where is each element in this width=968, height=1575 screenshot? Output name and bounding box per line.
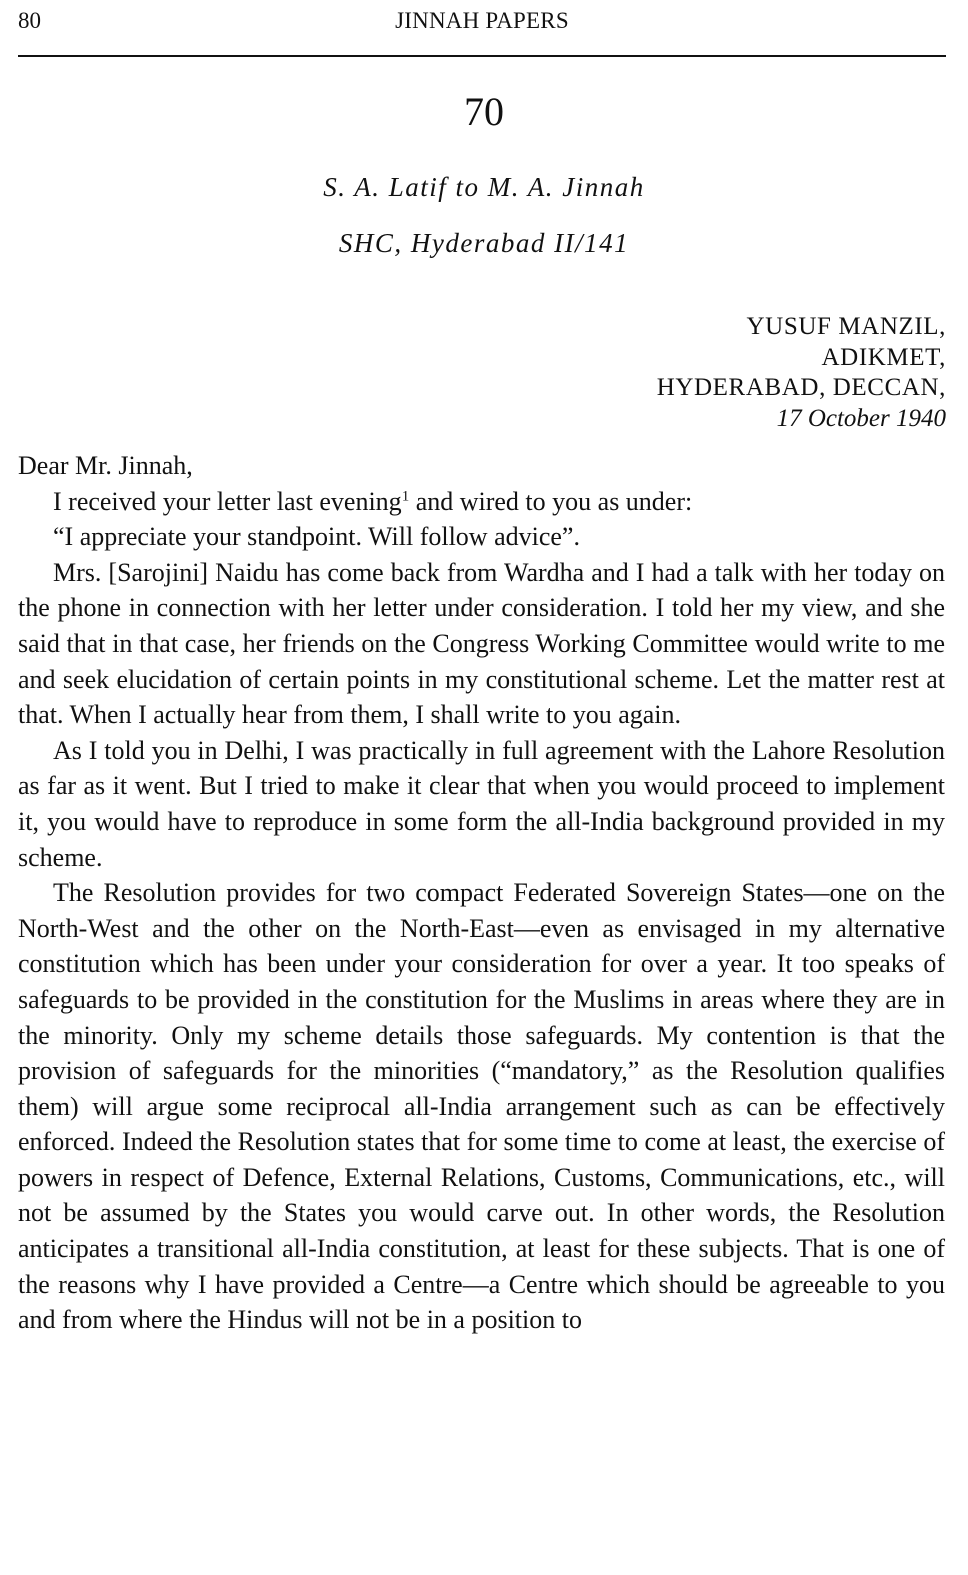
salutation: Dear Mr. Jinnah, [18, 451, 193, 480]
address-line-2: ADIKMET, [821, 343, 946, 371]
paragraph-1-text-b: and wired to you as under: [409, 486, 693, 516]
header-rule [18, 55, 946, 57]
letter-date: 17 October 1940 [776, 404, 946, 432]
address-line-1: YUSUF MANZIL, [746, 313, 946, 340]
running-title: JINNAH PAPERS [395, 8, 569, 33]
address-line-3: HYDERABAD, DECCAN, [656, 374, 946, 401]
paragraph-3: Mrs. [Sarojini] Naidu has come back from Wardha and I had a talk with her today on the phone in connection with her letter under consideration. I told her my view, and she said that in that case, her friends on the Congress Working Committee would write to me and seek elucidation of certain points in my constitutional scheme. Let the matter rest at that. When I actually hear from them, I shall write to you again. [18, 557, 945, 730]
footnote-marker: 1 [401, 487, 410, 504]
paragraph-1 [18, 484, 945, 520]
document-from-to: S. A. Latif to M. A. Jinnah [323, 172, 645, 202]
paragraph-4: As I told you in Delhi, I was practically in full agreement with the Lahore Resolution as far as it went. But I tried to make it clear that when you would proceed to implement it, you would have to reproduce in some form the all-India background provided in my scheme. [18, 735, 945, 872]
letter-body [18, 448, 945, 1338]
running-head [18, 6, 946, 42]
paragraph-1-text-a: I received your letter last evening [53, 486, 402, 516]
sender-address [657, 312, 946, 434]
paragraph-5: The Resolution provides for two compact Federated Sovereign States—one on the North-West and the other on the North-East—even as envisaged in my alternative constitution which has been under your consideration for over a year. It too speaks of safeguards to be provided in the constitution for the Muslims in areas where they are in the minority. Only my scheme details those safeguards. My contention is that the provision of safeguards for the minorities (“mandatory,” as the Resolution qualifies them) will argue some reciprocal all-India arrangement such as can be effectively enforced. Indeed the Resolution states that for some time to come at least, the exercise of powers in respect of Defence, External Relations, Customs, Communications, etc., will not be assumed by the States you would carve out. In other words, the Resolution anticipates a transitional all-India constitution, at least for these subjects. That is one of the reasons why I have provided a Centre—a Centre which should be agreeable to you and from where the Hindus will not be in a position to [18, 878, 945, 1335]
page-number: 80 [18, 8, 41, 33]
document-source: SHC, Hyderabad II/141 [338, 228, 630, 258]
document-number: 70 [464, 89, 504, 134]
paragraph-2: “I appreciate your standpoint. Will follow advice”. [53, 522, 580, 552]
